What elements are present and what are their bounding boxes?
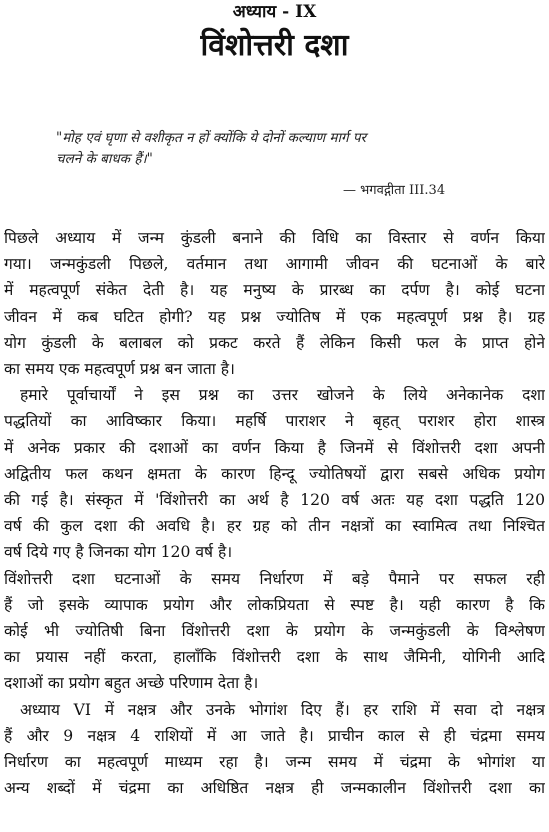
body-line: हमारे पूर्वाचार्यों ने इस प्रश्न का उत्तर खोजने के लिये अनेकानेक दशा	[20, 386, 545, 405]
body-line: विंशोत्तरी दशा घटनाओं के समय निर्धारण में बड़े पैमाने पर सफल रही	[4, 569, 545, 588]
body-line: अन्य शब्दों में चंद्रमा का अधिष्ठित नक्षत्र ही जन्मकालीन विंशोत्तरी दशा का	[4, 779, 545, 798]
body-line: पद्धतियों का आविष्कार किया। महर्षि पाराशर ने बृहत् पराशर होरा शास्त्र	[4, 412, 545, 431]
body-line: हैं और 9 नक्षत्र 4 राशियों में आ जाते है। प्राचीन काल से ही चंद्रमा समय	[4, 726, 545, 745]
epigraph-line: "मोह एवं घृणा से वशीकृत न हों क्योंकि ये दोनों कल्याण मार्ग पर	[56, 130, 367, 146]
body-line: निर्धारण का महत्वपूर्ण माध्यम रहा है। जन्म समय में चंद्रमा के भोगांश या	[4, 753, 545, 772]
body-line: कोई भी ज्योतिषी बिना विंशोत्तरी दशा के प्रयोग के जन्मकुंडली के विश्लेषण	[4, 622, 545, 641]
body-line: का प्रयास नहीं करता, हालाँकि विंशोत्तरी दशा के साथ जैमिनी, योगिनी आदि	[4, 648, 545, 667]
body-line: जीवन में कब घटित होगी? यह प्रश्न ज्योतिष में एक महत्वपूर्ण प्रश्न है। ग्रह	[4, 307, 545, 326]
body-line: दशाओं का प्रयोग बहुत अच्छे परिणाम देता है।	[4, 674, 259, 693]
body-line: वर्ष दिये गए है जिनका योग 120 वर्ष है।	[4, 543, 233, 562]
body-line: वर्ष की कुल दशा की अवधि है। हर ग्रह को तीन नक्षत्रों का स्वामित्व तथा निश्चित	[4, 517, 545, 536]
body-line: में अनेक प्रकार की दशाओं का वर्णन किया है जिनमें से विंशोत्तरी दशा अपनी	[4, 438, 545, 457]
body-line: गया। जन्मकुंडली पिछले, वर्तमान तथा आगामी जीवन की घटनाओं के बारे	[4, 255, 545, 274]
body-line: पिछले अध्याय में जन्म कुंडली बनाने की विधि का विस्तार से वर्णन किया	[4, 229, 545, 247]
body-line: हैं जो इसके व्यापाक प्रयोग और लोकप्रियता से स्पष्ट है। यही कारण है कि	[4, 595, 545, 614]
body-line: का समय एक महत्वपूर्ण प्रश्न बन जाता है।	[4, 360, 235, 379]
chapter-title: विंशोत्तरी दशा	[200, 28, 349, 63]
body-line: योग कुंडली के बलाबल को प्रकट करते हैं लेकिन किसी फल के प्राप्त होने	[4, 333, 545, 352]
chapter-number: अध्याय - IX	[232, 2, 317, 22]
body-line: में महत्वपूर्ण संकेत देती है। यह मनुष्य के प्रारब्ध का दर्पण है। कोई घटना	[4, 281, 545, 300]
epigraph-attribution: — भगवद्गीता III.34	[343, 183, 446, 198]
chapter-body	[4, 225, 545, 801]
body-line: की गई है। संस्कृत में 'विंशोत्तरी का अर्थ है 120 वर्ष अतः यह दशा पद्धति 120	[4, 491, 545, 510]
body-line: अध्याय VI में नक्षत्र और उनके भोगांश दिए हैं। हर राशि में सवा दो नक्षत्र	[20, 700, 545, 719]
epigraph-quote	[56, 128, 526, 170]
epigraph-line: चलने के बाधक हैं।"	[56, 151, 153, 167]
body-line: अद्वितीय फल कथन क्षमता के कारण हिन्दू ज्योतिषयों द्वारा सबसे अधिक प्रयोग	[4, 464, 545, 483]
